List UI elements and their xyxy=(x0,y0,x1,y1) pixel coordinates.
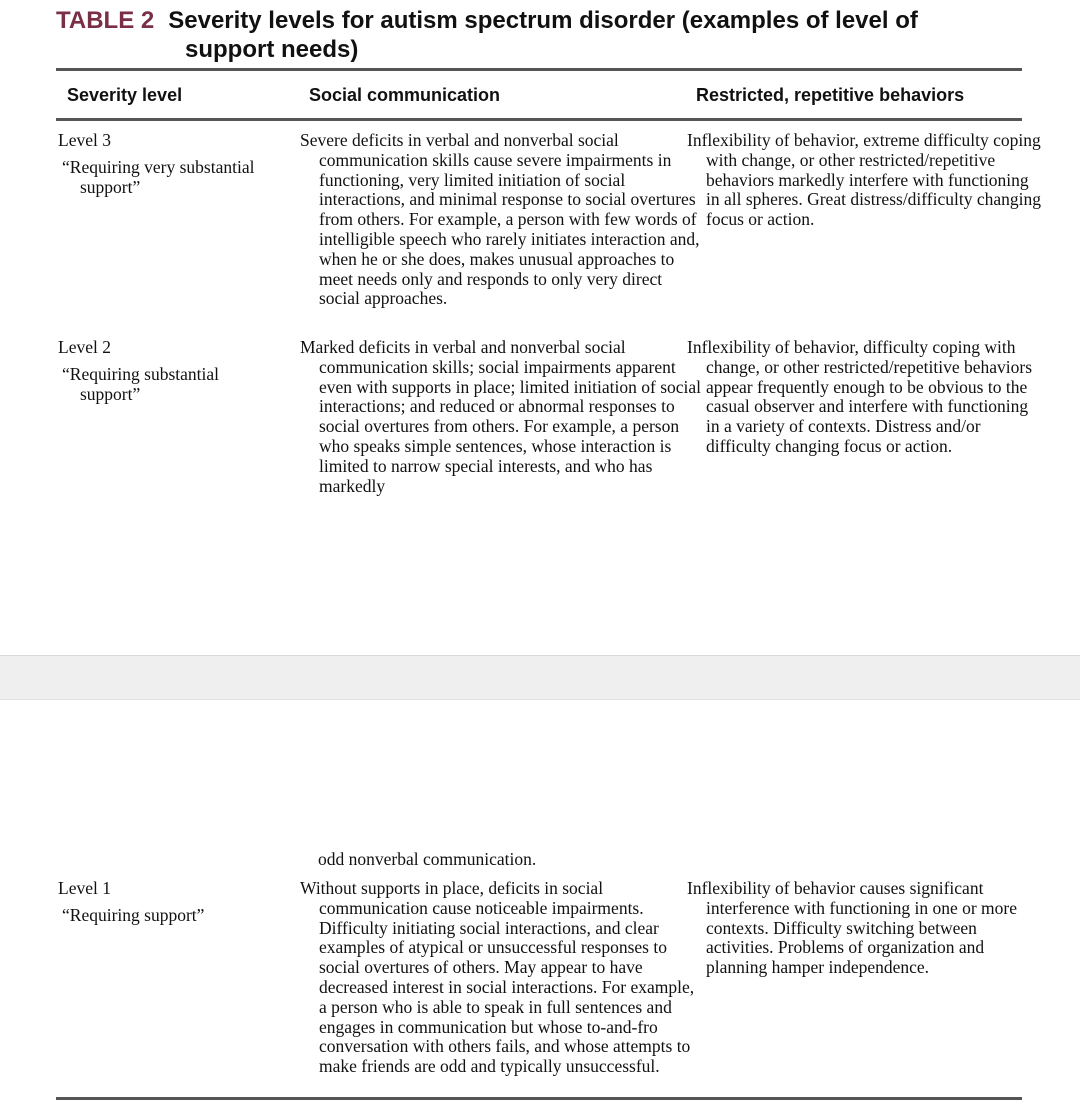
document-page-2 xyxy=(0,700,1080,1110)
table-header-rule xyxy=(56,118,1022,121)
severity-level-cell xyxy=(58,131,283,197)
social-communication-cell: Severe deficits in verbal and nonverbal social communication skills cause severe impairments in functioning, very limited initiation of social interactions, and minimal response to social overtures from others. For example, a person with few words of intelligible speech who rarely initiates interaction and, when he or she does, makes unusual approaches to meet needs only and responds to only very direct social approaches. xyxy=(300,130,700,309)
table-title: Severity levels for autism spectrum disorder (examples of level of xyxy=(168,7,918,34)
severity-level-cell xyxy=(58,879,283,926)
severity-level-cell xyxy=(58,338,283,404)
level-name: Level 3 xyxy=(58,130,111,150)
restricted-behaviors-cell: Inflexibility of behavior causes significant interference with functioning in one or more contexts. Difficulty switching between activities. Problems of organization and planning hamper independence. xyxy=(687,878,1018,978)
table-bottom-rule xyxy=(56,1097,1022,1100)
restricted-behaviors-cell: Inflexibility of behavior, difficulty coping with change, or other restricted/repetitive behaviors appear frequently enough to be obvious to the casual observer and interfere with functioning in a variety of contexts. Distress and/or difficulty changing focus or action. xyxy=(687,337,1033,456)
social-communication-cell: Without supports in place, deficits in social communication cause noticeable impairments. Difficulty initiating social interactions, and clear examples of atypical or unsuccessful responses to social overtures of others. May appear to have decreased interest in social interactions. For example, a person who is able to speak in full sentences and engages in communication but whose to-and-fro conversation with others fails, and whose attempts to make friends are odd and typically unsuccessful. xyxy=(300,878,695,1077)
table-caption xyxy=(56,6,1056,64)
table-number-label: TABLE 2 xyxy=(56,7,155,34)
support-description: “Requiring support” xyxy=(62,904,205,925)
page-break-gap xyxy=(0,655,1080,700)
column-header-social-communication: Social communication xyxy=(309,85,501,105)
table-title-continued: support needs) xyxy=(185,36,359,63)
table-top-rule xyxy=(56,68,1022,71)
restricted-behaviors-cell: Inflexibility of behavior, extreme difficulty coping with change, or other restricted/repetitive behaviors markedly interfere with functioning in all spheres. Great distress/difficulty changing focus or action. xyxy=(687,130,1042,230)
support-description: “Requiring substantial support” xyxy=(62,363,219,404)
support-description: “Requiring very substantial support” xyxy=(62,156,255,197)
social-communication-cell: Marked deficits in verbal and nonverbal social communication skills; social impairments apparent even with supports in place; limited initiation of social interactions; and reduced or abnormal responses to social overtures from others. For example, a person who speaks simple sentences, whose interaction is limited to narrow special interests, and who has markedly xyxy=(300,337,702,496)
column-header-restricted-behaviors: Restricted, repetitive behaviors xyxy=(696,85,965,105)
column-header-severity-level: Severity level xyxy=(67,85,183,105)
level-name: Level 1 xyxy=(58,878,111,898)
social-communication-cell-continued: odd nonverbal communication. xyxy=(318,849,537,869)
level-name: Level 2 xyxy=(58,337,111,357)
